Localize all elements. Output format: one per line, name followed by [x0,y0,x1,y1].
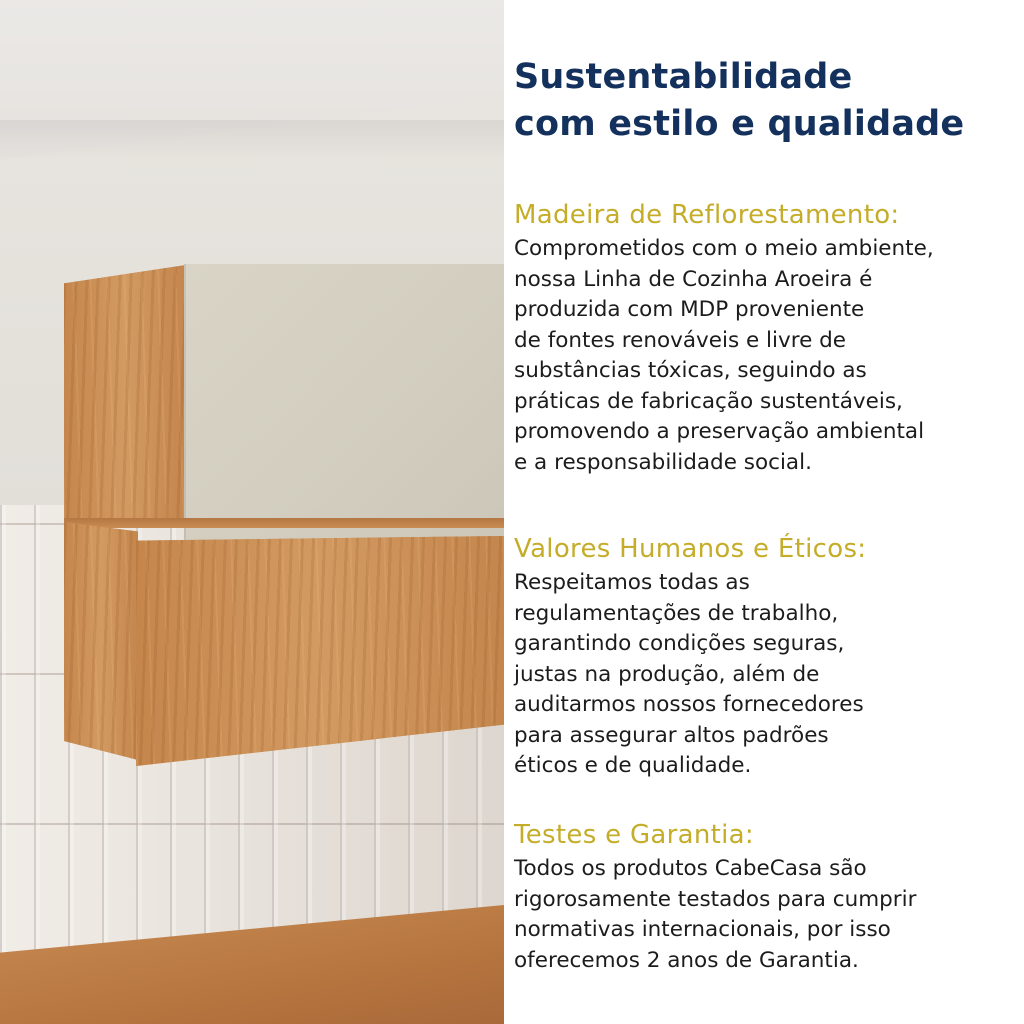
body-line: e a responsabilidade social. [514,449,812,475]
upper-cabinet-side-panel [64,265,186,527]
body-line: Comprometidos com o meio ambiente, [514,236,934,261]
body-line: substâncias tóxicas, seguindo as [514,358,867,383]
body-line: Respeitamos todas as [514,570,750,595]
section-heading: Madeira de Reflorestamento: [514,200,900,230]
body-line: auditarmos nossos fornecedores [514,692,864,717]
body-line: oferecemos 2 anos de Garantia. [514,947,859,973]
section-human-values [514,532,1014,782]
body-line: de fontes renováveis e livre de [514,327,847,353]
body-line: práticas de fabricação sustentáveis, [514,388,903,414]
page-title [514,54,1014,148]
lower-cabinet-side-panel [64,522,138,760]
section-body [514,568,1014,782]
body-line: para assegurar altos padrões [514,722,829,748]
section-heading: Valores Humanos e Éticos: [514,534,867,564]
section-tests-warranty [514,818,1014,976]
section-reforestation [514,198,1014,478]
body-line: garantindo condições seguras, [514,631,845,656]
body-line: rigorosamente testados para cumprir [514,886,917,912]
body-line: normativas internacionais, por isso [514,917,891,942]
body-line: Todos os produtos CabeCasa são [514,856,867,881]
body-line: nossa Linha de Cozinha Aroeira é [514,266,873,292]
section-heading: Testes e Garantia: [514,820,754,850]
body-line: regulamentações de trabalho, [514,600,839,626]
upper-cabinet-door [184,264,504,552]
body-line: justas na produção, além de [514,661,820,687]
wall-shadow [0,120,504,160]
body-line: éticos e de qualidade. [514,753,752,778]
kitchen-cabinet-photo [0,0,504,1024]
body-line: produzida com MDP proveniente [514,297,865,322]
body-line: promovendo a preservação ambiental [514,419,925,444]
title-block [514,54,1014,148]
cabinet-shelf-edge [64,518,504,528]
title-line: com estilo e qualidade [514,104,965,144]
section-body [514,234,1014,478]
title-line: Sustentabilidade [514,57,853,97]
section-body [514,854,1014,976]
